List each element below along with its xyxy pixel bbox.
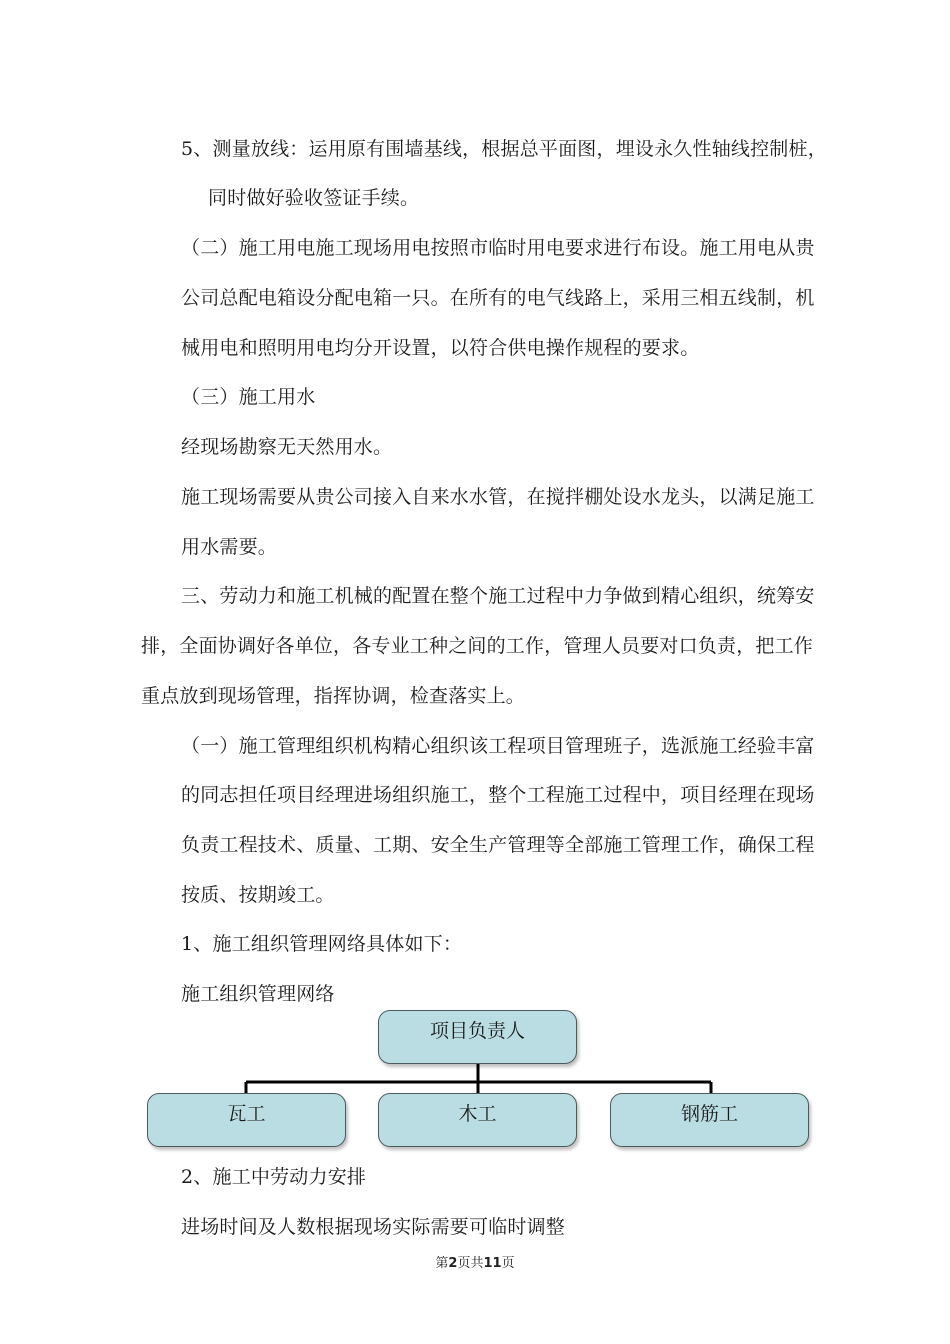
section-heading: 2、施工中劳动力安排 bbox=[181, 1166, 367, 1188]
org-node-project-leader: 项目负责人 bbox=[378, 1010, 577, 1064]
footer-suffix: 页 bbox=[501, 1256, 515, 1271]
paragraph-line: 公司总配电箱设分配电箱一只。在所有的电气线路上，采用三相五线制，机 bbox=[181, 287, 815, 309]
paragraph-line: 经现场勘察无天然用水。 bbox=[181, 436, 393, 458]
footer-total-pages: 11 bbox=[483, 1256, 502, 1271]
paragraph-line: 排，全面协调好各单位，各专业工种之间的工作，管理人员要对口负责，把工作 bbox=[141, 635, 814, 657]
footer-middle: 页共 bbox=[457, 1256, 484, 1271]
paragraph-line: （二）施工用电施工现场用电按照市临时用电要求进行布设。施工用电从贵 bbox=[181, 237, 815, 259]
paragraph-line: 械用电和照明用电均分开设置，以符合供电操作规程的要求。 bbox=[181, 337, 700, 359]
paragraph-line: 三、劳动力和施工机械的配置在整个施工过程中力争做到精心组织，统筹安 bbox=[181, 585, 815, 607]
footer-page-number: 2 bbox=[448, 1256, 458, 1271]
paragraph-line: 重点放到现场管理，指挥协调，检查落实上。 bbox=[141, 685, 526, 707]
section-heading: （三）施工用水 bbox=[181, 386, 316, 408]
org-node-carpentry: 木工 bbox=[378, 1093, 577, 1147]
footer-prefix: 第 bbox=[435, 1256, 449, 1271]
paragraph-line: 的同志担任项目经理进场组织施工，整个工程施工过程中，项目经理在现场 bbox=[181, 784, 815, 806]
paragraph-line: 施工现场需要从贵公司接入自来水水管，在搅拌棚处设水龙头，以满足施工 bbox=[181, 486, 815, 508]
org-node-rebar: 钢筋工 bbox=[610, 1093, 809, 1147]
paragraph-line: 同时做好验收签证手续。 bbox=[208, 187, 420, 209]
diagram-caption: 施工组织管理网络 bbox=[181, 983, 335, 1005]
paragraph-line: 用水需要。 bbox=[181, 536, 278, 558]
page-footer bbox=[0, 1256, 950, 1272]
paragraph-line: 1、施工组织管理网络具体如下： bbox=[181, 933, 463, 955]
paragraph-line: 负责工程技术、质量、工期、安全生产管理等全部施工管理工作，确保工程 bbox=[181, 834, 815, 856]
org-node-masonry: 瓦工 bbox=[147, 1093, 346, 1147]
paragraph-line: 按质、按期竣工。 bbox=[181, 884, 335, 906]
paragraph-line: 5、测量放线：运用原有围墙基线，根据总平面图，埋设永久性轴线控制桩， bbox=[181, 138, 827, 160]
paragraph-line: 进场时间及人数根据现场实际需要可临时调整 bbox=[181, 1216, 566, 1238]
paragraph-line: （一）施工管理组织机构精心组织该工程项目管理班子，选派施工经验丰富 bbox=[181, 735, 815, 757]
